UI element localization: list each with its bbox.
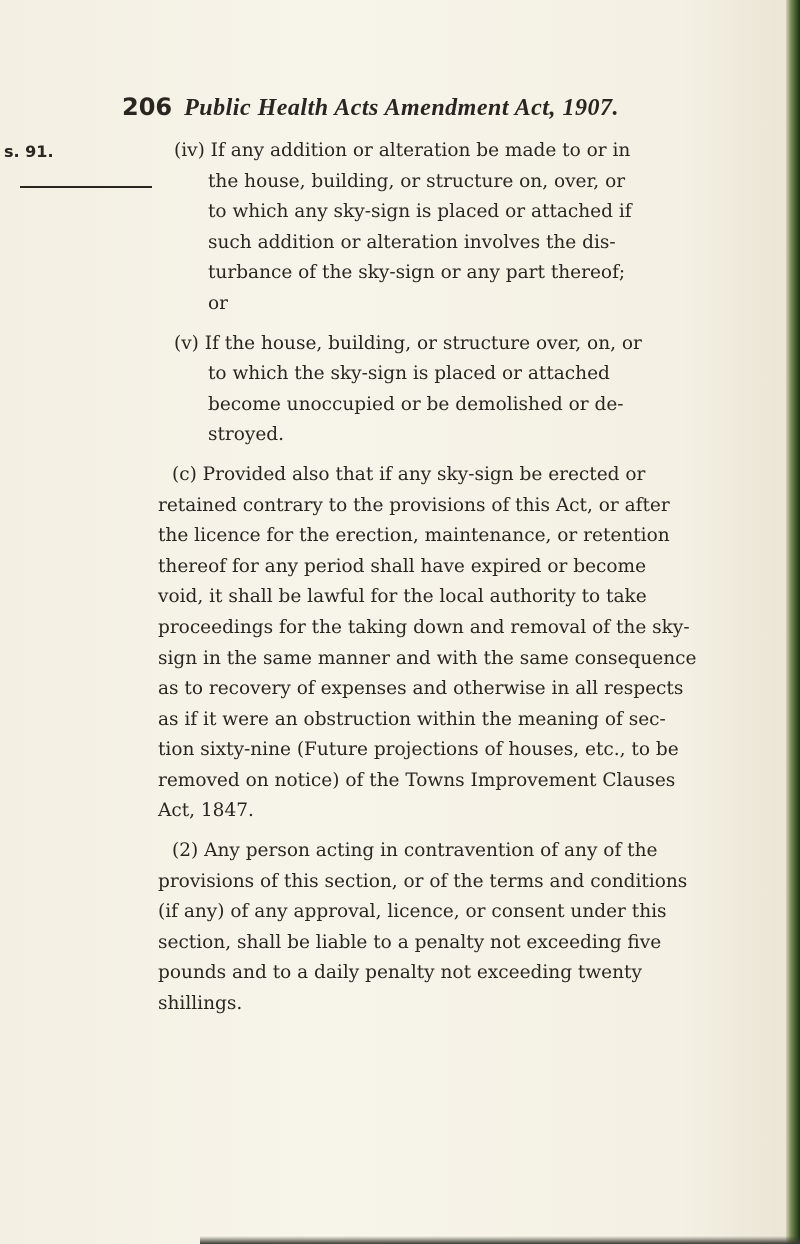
text-line: (c) Provided also that if any sky-sign be erected or — [172, 463, 646, 485]
text-line: (if any) of any approval, licence, or consent under this — [158, 901, 667, 923]
text-line: shillings. — [158, 993, 243, 1015]
text-line: retained contrary to the provisions of this Act, or after — [158, 494, 670, 516]
text-line: provisions of this section, or of the terms and conditions — [158, 870, 688, 892]
text-line: (2) Any person acting in contravention of any of the — [172, 840, 658, 862]
paragraph-2 — [158, 836, 758, 1020]
page-edge-shadow — [786, 0, 800, 1244]
text-line: such addition or alteration involves the dis- — [208, 231, 616, 253]
text-line: to which any sky-sign is placed or attached if — [208, 201, 632, 223]
paragraph-c — [158, 460, 758, 827]
text-line: removed on notice) of the Towns Improvement Clauses — [158, 769, 676, 791]
clause-iv — [158, 136, 758, 320]
margin-section-reference: s. 91. — [4, 142, 54, 161]
text-line: turbance of the sky-sign or any part thereof; — [208, 262, 626, 284]
text-line: or — [208, 292, 228, 314]
text-line: as to recovery of expenses and otherwise in all respects — [158, 678, 684, 700]
margin-rule — [20, 186, 152, 188]
text-line: stroyed. — [208, 424, 285, 446]
text-line: thereof for any period shall have expired or become — [158, 555, 647, 577]
running-title: Public Health Acts Amendment Act, 1907. — [184, 95, 619, 121]
text-line: Act, 1847. — [158, 800, 254, 822]
text-line: the licence for the erection, maintenance, or retention — [158, 525, 670, 547]
text-line: to which the sky-sign is placed or attached — [208, 363, 610, 385]
body-text — [158, 136, 758, 1020]
page-number: 206 — [122, 93, 173, 121]
text-line: pounds and to a daily penalty not exceeding twenty — [158, 962, 642, 984]
text-line: void, it shall be lawful for the local authority to take — [158, 586, 647, 608]
running-header — [122, 93, 619, 122]
text-line: tion sixty-nine (Future projections of houses, etc., to be — [158, 739, 679, 761]
text-line: (v) If the house, building, or structure over, on, or — [174, 332, 642, 354]
text-line: section, shall be liable to a penalty not exceeding five — [158, 931, 662, 953]
text-line: the house, building, or structure on, over, or — [208, 170, 626, 192]
bottom-shadow — [200, 1236, 800, 1244]
text-line: proceedings for the taking down and removal of the sky- — [158, 616, 690, 638]
clause-v — [158, 329, 758, 451]
text-line: as if it were an obstruction within the meaning of sec- — [158, 708, 666, 730]
text-line: (iv) If any addition or alteration be made to or in — [174, 140, 631, 161]
text-line: become unoccupied or be demolished or de- — [208, 393, 624, 415]
text-line: sign in the same manner and with the same consequence — [158, 647, 697, 669]
